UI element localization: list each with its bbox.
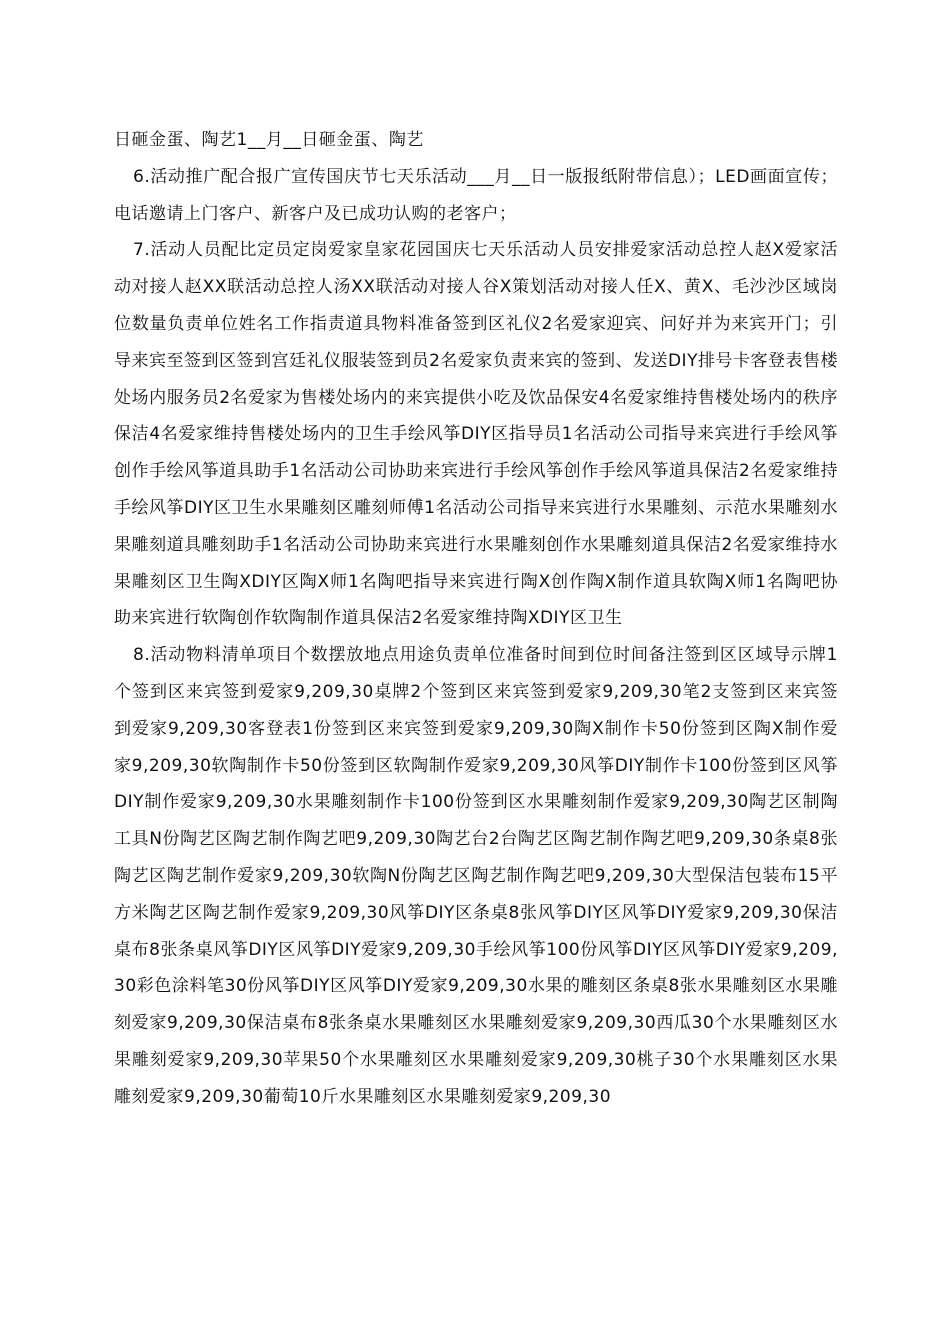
paragraph-continuation: 日砸金蛋、陶艺1__月__日砸金蛋、陶艺 (114, 130, 424, 150)
paragraph-7-staffing: 7.活动人员配比定员定岗爱家皇家花园国庆七天乐活动人员安排爱家活动总控人赵X爱家活动对接人赵XX联活动总控人汤XX联活动对接人谷X策划活动对接人任X、黄X、毛沙沙区域岗位数量负责单位姓名工作指责道具物料准备签到区礼仪2名爱家迎宾、问好并为来宾开门；引导来宾至签到区签到宫廷礼仪服装签到员2名爱家负责来宾的签到、发送DIY排号卡客登表售楼处场内服务员2名爱家为售楼处场内的来宾提供小吃及饮品保安4名爱家维持售楼处场内的秩序保洁4名爱家维持售楼处场内的卫生手绘风筝DIY区指导员1名活动公司指导来宾进行手绘风筝创作手绘风筝道具助手1名活动公司协助来宾进行手绘风筝创作手绘风筝道具保洁2名爱家维持手绘风筝DIY区卫生水果雕刻区雕刻师傅1名活动公司指导来宾进行水果雕刻、示范水果雕刻水果雕刻道具雕刻助手1名活动公司协助来宾进行水果雕刻创作水果雕刻道具保洁2名爱家维持水果雕刻区卫生陶XDIY区陶X师1名陶吧指导来宾进行陶X创作陶X制作道具软陶X师1名陶吧协助来宾进行软陶创作软陶制作道具保洁2名爱家维持陶XDIY区卫生 (114, 240, 838, 629)
document-body (114, 122, 838, 1116)
paragraph-6-promotion: 6.活动推广配合报广宣传国庆节七天乐活动___月__日一版报纸附带信息）；LED画面宣传；电话邀请上门客户、新客户及已成功认购的老客户； (114, 166, 838, 224)
paragraph-8-materials-list: 8.活动物料清单项目个数摆放地点用途负责单位准备时间到位时间备注签到区区域导示牌1个签到区来宾签到爱家9,209,30桌牌2个签到区来宾签到爱家9,209,30笔2支签到区来宾签到爱家9,209,30客登表1份签到区来宾签到爱家9,209,30陶X制作卡50份签到区陶X制作爱家9,209,30软陶制作卡50份签到区软陶制作爱家9,209,30风筝DIY制作卡100份签到区风筝DIY制作爱家9,209,30水果雕刻制作卡100份签到区水果雕刻制作爱家9,209,30陶艺区制陶工具N份陶艺区陶艺制作陶艺吧9,209,30陶艺台2台陶艺区陶艺制作陶艺吧9,209,30条桌8张陶艺区陶艺制作爱家9,209,30软陶N份陶艺区陶艺制作陶艺吧9,209,30大型保洁包装布15平方米陶艺区陶艺制作爱家9,209,30风筝DIY区条桌8张风筝DIY区风筝DIY爱家9,209,30保洁桌布8张条桌风筝DIY区风筝DIY爱家9,209,30手绘风筝100份风筝DIY区风筝DIY爱家9,209,30彩色涂料笔30份风筝DIY区风筝DIY爱家9,209,30水果的雕刻区条桌8张水果雕刻区水果雕刻爱家9,209,30保洁桌布8张条桌水果雕刻区水果雕刻爱家9,209,30西瓜30个水果雕刻区水果雕刻爱家9,209,30苹果50个水果雕刻区水果雕刻爱家9,209,30桃子30个水果雕刻区水果雕刻爱家9,209,30葡萄10斤水果雕刻区水果雕刻爱家9,209,30 (114, 645, 838, 1107)
